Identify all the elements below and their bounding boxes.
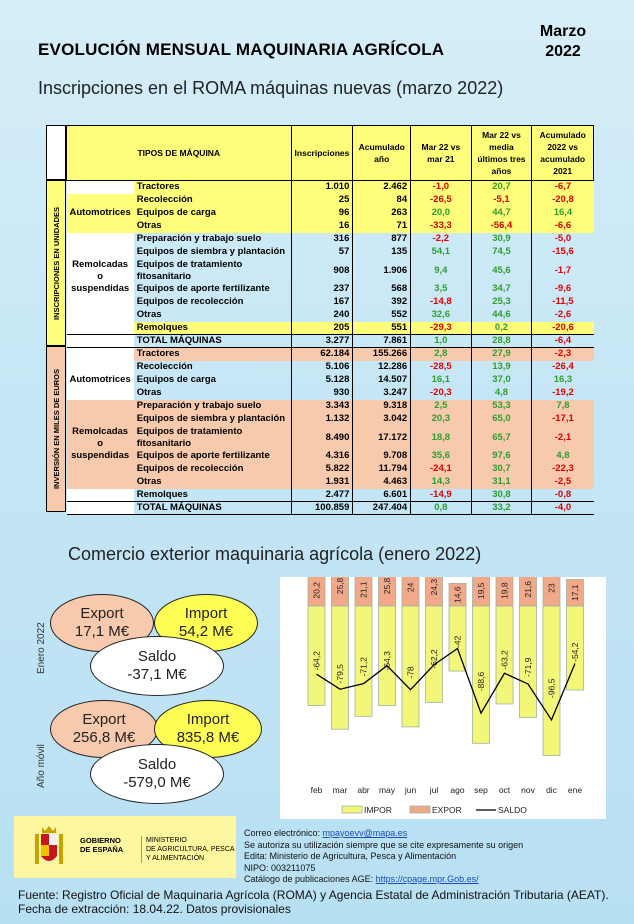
- corner-cell: [46, 125, 66, 180]
- acum2022-value: -22,3: [532, 463, 594, 476]
- header-mar22vs21: Mar 22 vs mar 21: [411, 126, 471, 181]
- machine-name: Remolques: [136, 488, 188, 500]
- acumulado-value: 4.463: [353, 476, 411, 489]
- acumulado-value: 9.318: [353, 400, 411, 413]
- expor-data-label: 21,1: [358, 581, 369, 598]
- mar22vs21-value: -2,2: [411, 233, 471, 246]
- mar22vsmedia-value: 30,9: [471, 233, 532, 246]
- contact-info: [244, 828, 523, 886]
- group-cell-empty: [67, 502, 134, 515]
- table-row: [67, 348, 594, 361]
- table-row: [67, 502, 594, 515]
- table-row: [67, 181, 594, 194]
- mar22vsmedia-value: 28,8: [471, 335, 532, 348]
- acum2022-value: -26,4: [532, 361, 594, 374]
- x-tick-label: mar: [332, 785, 348, 795]
- nipo-line: NIPO: 003211075: [244, 862, 316, 873]
- acum2022-value: -15,6: [532, 246, 594, 259]
- expor-data-label: 25,8: [335, 577, 345, 595]
- acum2022-value: -2,3: [532, 348, 594, 361]
- mar22vsmedia-value: 44,7: [471, 207, 532, 220]
- machine-name: Otras: [136, 387, 162, 398]
- mar22vsmedia-value: 53,3: [471, 400, 532, 413]
- legend-expor-label: EXPOR: [432, 805, 462, 815]
- machine-name: Equipos de aporte fertilizante: [134, 450, 291, 463]
- table-row: [67, 450, 594, 463]
- inscripciones-value: 5.822: [291, 463, 353, 476]
- machine-name: Equipos de recolección: [134, 463, 291, 476]
- machine-name: Equipos de aporte fertilizante: [136, 283, 270, 294]
- legend-expor-swatch: [410, 806, 430, 813]
- inscripciones-value: 1.132: [291, 413, 353, 426]
- impor-data-label: -63,2: [499, 650, 510, 670]
- mar22vs21-value: 18,8: [411, 426, 471, 450]
- units-body: [67, 181, 594, 348]
- group-cell-empty: [67, 322, 134, 335]
- acum2022-value: -9,6: [532, 283, 594, 296]
- inscripciones-value: 237: [291, 283, 353, 296]
- inscripciones-value: 1.931: [291, 476, 353, 489]
- enero-export-value: 17,1 M€: [74, 623, 130, 640]
- machine-name: Equipos de carga: [136, 374, 216, 385]
- enero-saldo-ellipse: [90, 636, 224, 696]
- table-row: [67, 426, 594, 450]
- inscripciones-value: 167: [291, 296, 353, 309]
- acum2022-value: -20,8: [532, 194, 594, 207]
- movil-import-value: 835,8 M€: [176, 729, 240, 746]
- mar22vsmedia-value: 37,0: [471, 374, 532, 387]
- mar22vs21-value: -26,5: [411, 194, 471, 207]
- min-line2: DE AGRICULTURA, PESCA: [146, 846, 235, 853]
- acum2022-value: -2,5: [532, 476, 594, 489]
- inscripciones-value: 908: [291, 259, 353, 283]
- table-row: [67, 283, 594, 296]
- header-types: TIPOS DE MÁQUINA: [67, 126, 292, 181]
- email-line: [244, 828, 523, 840]
- group-remolcadas: Remolcadas o suspendidas: [67, 400, 134, 489]
- table-header-row: [67, 126, 594, 181]
- acum2022-value: -20,6: [532, 322, 594, 335]
- mar22vs21-value: 0,8: [411, 502, 471, 515]
- inscripciones-value: 57: [291, 246, 353, 259]
- table-row: [67, 489, 594, 502]
- ministerio-text: [141, 836, 235, 863]
- enero-import-value: 54,2 M€: [178, 623, 234, 640]
- machine-name: Otras: [136, 309, 162, 320]
- mar22vsmedia-value: 30,8: [471, 489, 532, 502]
- mar22vsmedia-value: 25,3: [471, 296, 532, 309]
- machine-name: Preparación y trabajo suelo: [134, 400, 291, 413]
- table-row: [67, 207, 594, 220]
- machine-name: Equipos de carga: [134, 207, 291, 220]
- table-row: [67, 374, 594, 387]
- side-label-units: [46, 180, 66, 346]
- report-year: 2022: [545, 43, 581, 60]
- acum2022-value: -6,4: [532, 335, 594, 348]
- header-inscripciones: Inscripciones: [291, 126, 353, 181]
- x-tick-label: may: [378, 785, 396, 795]
- table-row: [67, 335, 594, 348]
- inscripciones-value: 96: [291, 207, 353, 220]
- mar22vsmedia-value: 33,2: [471, 502, 532, 515]
- group-cell-empty: [67, 335, 134, 348]
- table-row: [67, 233, 594, 246]
- expor-data-label: 25,8: [382, 577, 392, 595]
- inscripciones-value: 316: [291, 233, 353, 246]
- trade-chart: [280, 577, 606, 819]
- mar22vs21-value: 20,3: [411, 413, 471, 426]
- table-row: [67, 220, 594, 233]
- mar22vsmedia-value: 27,9: [471, 348, 532, 361]
- movil-label: Año móvil: [36, 744, 47, 788]
- mar22vs21-value: 9,4: [411, 259, 471, 283]
- legend-impor-swatch: [342, 806, 362, 813]
- impor-data-label: -54,2: [570, 642, 580, 662]
- main-title: EVOLUCIÓN MENSUAL MAQUINARIA AGRÍCOLA: [38, 40, 445, 59]
- impor-data-label: -79,5: [335, 664, 345, 684]
- table-row: [67, 400, 594, 413]
- impor-data-label: -71,9: [523, 657, 533, 677]
- inscripciones-value: 5.106: [291, 361, 353, 374]
- mar22vs21-value: 14,3: [411, 476, 471, 489]
- machine-name: Equipos de siembra y plantación: [136, 246, 286, 257]
- comercio-title: Comercio exterior maquinaria agrícola (enero 2022): [68, 544, 482, 564]
- gob-line2: DE ESPAÑA: [80, 845, 124, 854]
- mar22vs21-value: 3,5: [411, 283, 471, 296]
- expor-data-label: 21,6: [523, 580, 533, 598]
- table-row: [67, 463, 594, 476]
- expor-data-label: 20,2: [311, 582, 322, 599]
- group-automotrices: Automotrices: [67, 361, 134, 400]
- impor-data-label: -62,2: [429, 649, 439, 669]
- inscripciones-value: 930: [291, 387, 353, 400]
- inscripciones-value: 25: [291, 194, 353, 207]
- machine-name: Otras: [134, 476, 291, 489]
- table-row: [67, 296, 594, 309]
- min-line1: MINISTERIO: [146, 837, 187, 844]
- inscripciones-value: 3.277: [291, 335, 353, 348]
- machine-name: Otras: [134, 220, 291, 233]
- acum2022-value: 4,8: [532, 450, 594, 463]
- machine-name: Recolección: [134, 194, 291, 207]
- table-row: [67, 322, 594, 335]
- acum2022-value: -6,7: [532, 181, 594, 194]
- gobierno-text: [80, 836, 123, 854]
- legend-impor-label: IMPOR: [364, 805, 392, 815]
- movil-saldo-ellipse: [90, 744, 224, 804]
- mar22vs21-value: 35,6: [411, 450, 471, 463]
- table-subtitle: Inscripciones en el ROMA máquinas nuevas (marzo 2022): [38, 78, 504, 98]
- acum2022-value: -2,1: [532, 426, 594, 450]
- mar22vs21-value: -28,5: [411, 361, 471, 374]
- legend-saldo-label: SALDO: [498, 805, 527, 815]
- catalog-link[interactable]: https://cpage.mpr.Gob.es/: [375, 874, 479, 884]
- acum2022-value: -4,0: [532, 502, 594, 515]
- machine-name: Remolques: [134, 322, 291, 335]
- expor-data-label: 24: [405, 582, 416, 593]
- acumulado-value: 568: [353, 283, 411, 296]
- x-tick-label: feb: [310, 785, 323, 795]
- x-tick-label: jul: [429, 785, 439, 795]
- acumulado-value: 11.794: [353, 463, 411, 476]
- acum2022-value: -17,1: [532, 413, 594, 426]
- gob-line1: GOBIERNO: [80, 836, 121, 845]
- machine-name: Equipos de tratamiento fitosanitario: [136, 258, 243, 282]
- group-cell-empty: [67, 489, 134, 502]
- mar22vsmedia-value: 65,0: [471, 413, 532, 426]
- enero-saldo-value: -37,1 M€: [127, 666, 187, 683]
- movil-export-label: Export: [82, 711, 126, 728]
- mar22vsmedia-value: -5,1: [471, 194, 532, 207]
- enero-import-label: Import: [184, 605, 228, 622]
- group-cell-empty: [67, 348, 134, 361]
- email-label: Correo electrónico:: [244, 828, 323, 838]
- inscripciones-value: 8.490: [291, 426, 353, 450]
- impor-data-label: -42: [452, 635, 463, 648]
- enero-saldo-label: Saldo: [137, 648, 177, 665]
- acumulado-value: 14.507: [353, 374, 411, 387]
- impor-data-label: -88,6: [476, 671, 486, 692]
- mar22vs21-value: -1,0: [411, 181, 471, 194]
- mar22vs21-value: -33,3: [411, 220, 471, 233]
- machine-name: Tractores: [134, 348, 291, 361]
- inscripciones-value: 3.343: [291, 400, 353, 413]
- mar22vs21-value: -20,3: [411, 387, 471, 400]
- trade-chart-svg: [280, 577, 606, 819]
- table-row: [67, 194, 594, 207]
- machine-name: TOTAL MÁQUINAS: [134, 502, 291, 515]
- inscripciones-value: 62.184: [291, 348, 353, 361]
- inscripciones-value: 4.316: [291, 450, 353, 463]
- mar22vs21-value: -14,8: [411, 296, 471, 309]
- report-date: [528, 22, 598, 62]
- mar22vsmedia-value: 30,7: [471, 463, 532, 476]
- catalog-line: [244, 874, 523, 886]
- acumulado-value: 1.906: [353, 259, 411, 283]
- acumulado-value: 135: [353, 246, 411, 259]
- acumulado-value: 552: [353, 309, 411, 322]
- group-cell-empty: [67, 181, 134, 194]
- x-tick-label: sep: [474, 785, 488, 795]
- inscripciones-value: 100.859: [291, 502, 353, 515]
- header-acumulado: Acumulado año: [353, 126, 411, 181]
- x-tick-label: ene: [567, 785, 583, 795]
- acum2022-value: -11,5: [532, 296, 594, 309]
- acum2022-value: -2,6: [532, 309, 594, 322]
- mar22vsmedia-value: 34,7: [471, 283, 532, 296]
- acumulado-value: 3.247: [353, 387, 411, 400]
- acum2022-value: -5,0: [532, 233, 594, 246]
- enero-export-label: Export: [80, 605, 124, 622]
- mar22vs21-value: 32,6: [411, 309, 471, 322]
- expor-data-label: 14,6: [452, 586, 463, 603]
- mar22vsmedia-value: 65,7: [471, 426, 532, 450]
- table-row: [67, 476, 594, 489]
- table-row: [67, 246, 594, 259]
- edita-line: Edita: Ministerio de Agricultura, Pesca y Alimentación: [244, 851, 457, 861]
- impor-data-label: -78: [405, 666, 416, 679]
- table-row: [67, 413, 594, 426]
- enero-label: Enero 2022: [36, 622, 47, 674]
- expor-data-label: 17,1: [570, 584, 580, 602]
- table-row: [67, 361, 594, 374]
- expor-data-label: 24,3: [429, 578, 439, 596]
- machine-name: Preparación y trabajo suelo: [136, 233, 262, 244]
- mar22vsmedia-value: 44,6: [471, 309, 532, 322]
- x-tick-label: abr: [357, 785, 370, 795]
- acum2022-value: 16,4: [532, 207, 594, 220]
- table-row: [67, 309, 594, 322]
- inscripciones-value: 1.010: [291, 181, 353, 194]
- mar22vs21-value: 16,1: [411, 374, 471, 387]
- table-row: [67, 259, 594, 283]
- machine-name: Recolección: [136, 361, 193, 372]
- mar22vsmedia-value: 4,8: [471, 387, 532, 400]
- min-line3: Y ALIMENTACIÓN: [146, 855, 205, 862]
- movil-saldo-value: -579,0 M€: [123, 774, 191, 791]
- acumulado-value: 2.462: [353, 181, 411, 194]
- acumulado-value: 247.404: [353, 502, 411, 515]
- acumulado-value: 263: [353, 207, 411, 220]
- machine-name: Equipos de tratamiento fitosanitario: [134, 426, 291, 450]
- coat-of-arms-icon: [32, 824, 66, 870]
- catalog-label: Catálogo de publicaciones AGE:: [244, 874, 376, 884]
- mar22vsmedia-value: 31,1: [471, 476, 532, 489]
- group-remolcadas: Remolcadas o suspendidas: [67, 233, 134, 322]
- inscripciones-value: 2.477: [291, 489, 353, 502]
- impor-data-label: -96,5: [546, 678, 557, 698]
- acum2022-value: -1,7: [532, 259, 594, 283]
- header-mar22vsmedia: Mar 22 vs media últimos tres años: [471, 126, 532, 181]
- acumulado-value: 12.286: [353, 361, 411, 374]
- acumulado-value: 71: [353, 220, 411, 233]
- report-month: Marzo: [539, 23, 587, 40]
- expor-data-label: 19,5: [476, 582, 486, 600]
- source-note: Fuente: Registro Oficial de Maquinaria Agrícola (ROMA) y Agencia Estatal de Administración Tributaria (AEAT). Fecha de extracción: 18.04.22. Datos provisionales: [18, 888, 609, 916]
- acumulado-value: 392: [353, 296, 411, 309]
- mar22vs21-value: 2,5: [411, 400, 471, 413]
- movil-export-value: 256,8 M€: [72, 729, 136, 746]
- header-acum2022: Acumulado 2022 vs acumulado 2021: [532, 126, 594, 181]
- machinery-table: [66, 125, 594, 515]
- side-label-euros: [46, 346, 66, 512]
- mar22vs21-value: 54,1: [411, 246, 471, 259]
- acumulado-value: 877: [353, 233, 411, 246]
- x-tick-label: oct: [498, 785, 511, 795]
- government-logo: [14, 816, 236, 878]
- acumulado-value: 3.042: [353, 413, 411, 426]
- inscripciones-value: 240: [291, 309, 353, 322]
- expor-data-label: 19,8: [499, 582, 510, 599]
- table-row: [67, 387, 594, 400]
- mar22vs21-value: 1,0: [411, 335, 471, 348]
- acumulado-value: 155.266: [353, 348, 411, 361]
- movil-import-label: Import: [186, 711, 230, 728]
- email-link[interactable]: mpayoevv@mapa.es: [322, 828, 408, 838]
- usage-line: Se autoriza su utilización siempre que se cite expresamente su origen: [244, 839, 524, 850]
- machine-name: Equipos de siembra y plantación: [134, 413, 291, 426]
- machine-name: Equipos de recolección: [136, 296, 244, 307]
- mar22vs21-value: 20,0: [411, 207, 471, 220]
- acumulado-value: 17.172: [353, 426, 411, 450]
- acumulado-value: 9.708: [353, 450, 411, 463]
- impor-data-label: -71,2: [358, 657, 369, 677]
- expor-data-label: 23: [546, 583, 557, 593]
- acumulado-value: 7.861: [353, 335, 411, 348]
- x-tick-label: jun: [404, 785, 417, 795]
- x-tick-label: dic: [546, 785, 557, 795]
- mar22vs21-value: -29,3: [411, 322, 471, 335]
- mar22vsmedia-value: -56,4: [471, 220, 532, 233]
- acum2022-value: -6,6: [532, 220, 594, 233]
- mar22vsmedia-value: 13,9: [471, 361, 532, 374]
- acum2022-value: 7,8: [532, 400, 594, 413]
- side-label-euros-text: INVERSIÓN EN MILES DE EUROS: [51, 368, 61, 490]
- movil-saldo-label: Saldo: [137, 756, 177, 773]
- euros-body: [67, 348, 594, 515]
- x-tick-label: nov: [521, 785, 535, 795]
- impor-data-label: -64,2: [311, 651, 322, 671]
- impor-data-label: -64,3: [382, 651, 392, 671]
- mar22vsmedia-value: 20,7: [471, 181, 532, 194]
- side-label-units-text: INSCRIPCIONES EN UNIDADES: [51, 206, 61, 320]
- acumulado-value: 551: [353, 322, 411, 335]
- machine-name: TOTAL MÁQUINAS: [134, 335, 291, 348]
- acum2022-value: 16,3: [532, 374, 594, 387]
- inscripciones-value: 205: [291, 322, 353, 335]
- group-automotrices: Automotrices: [67, 194, 134, 233]
- mar22vsmedia-value: 45,6: [471, 259, 532, 283]
- mar22vs21-value: -24,1: [411, 463, 471, 476]
- acumulado-value: 6.601: [353, 489, 411, 502]
- acum2022-value: -19,2: [532, 387, 594, 400]
- mar22vsmedia-value: 74,5: [471, 246, 532, 259]
- x-tick-label: ago: [450, 785, 465, 795]
- mar22vsmedia-value: 0,2: [471, 322, 532, 335]
- mar22vs21-value: 2,8: [411, 348, 471, 361]
- inscripciones-value: 16: [291, 220, 353, 233]
- acum2022-value: -0,8: [532, 489, 594, 502]
- mar22vs21-value: -14,9: [411, 489, 471, 502]
- inscripciones-value: 5.128: [291, 374, 353, 387]
- acumulado-value: 84: [353, 194, 411, 207]
- mar22vsmedia-value: 97,6: [471, 450, 532, 463]
- machine-name: Tractores: [134, 181, 291, 194]
